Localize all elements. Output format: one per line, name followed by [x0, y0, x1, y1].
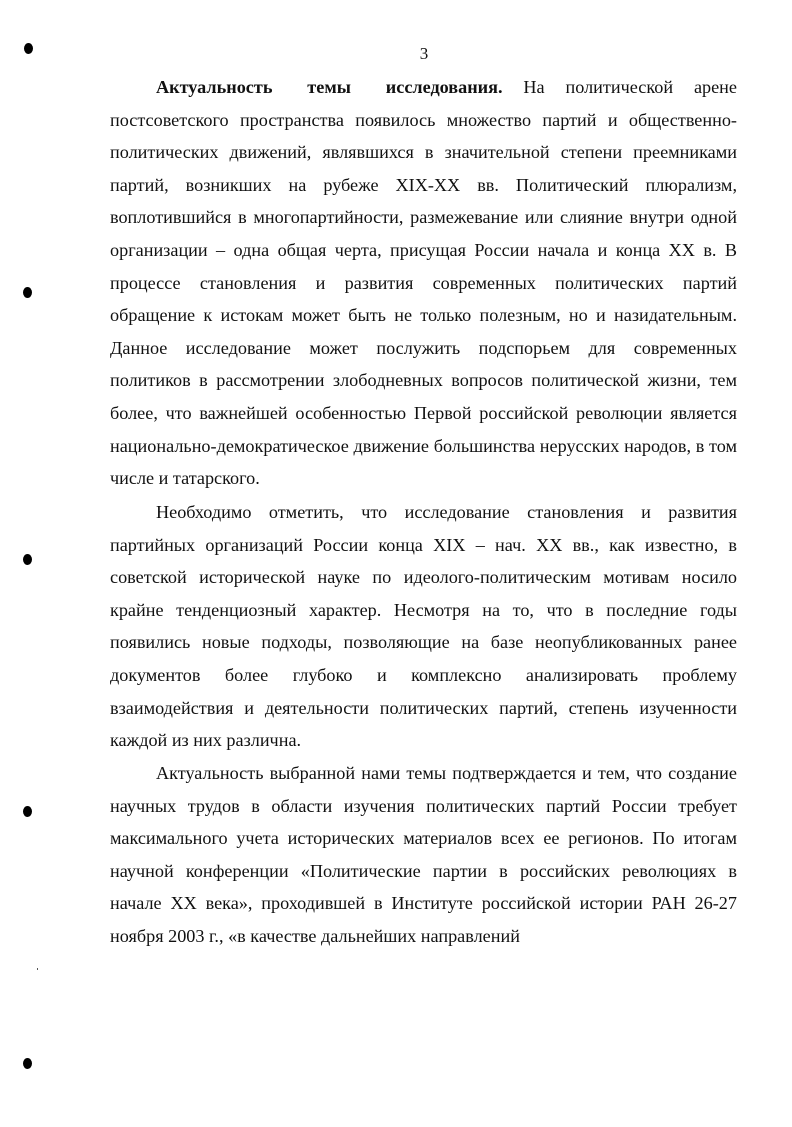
paragraph-relevance — [110, 71, 737, 495]
binding-hole-mark — [23, 554, 32, 565]
paragraph-historiography — [110, 496, 737, 757]
binding-hole-mark — [23, 287, 32, 298]
scan-speck — [37, 968, 38, 970]
paragraph-text: Необходимо отметить, что исследование становления и развития партийных организаций России конца XIX – нач. XX вв., как известно, в советской исторической науке по идеолого-политическим мотивам носило крайне тенденциозный характер. Несмотря на то, что в последние годы появились новые подходы, позволяющие на базе неопубликованных ранее документов более глубоко и комплексно анализировать проблему взаимодействия и деятельности политических партий, степень изученности каждой из них различна. — [110, 502, 737, 751]
paragraph-text: На политической арене постсоветского пространства появилось множество партий и общественно-политических движений, являвшихся в значительной степени преемниками партий, возникших на рубеже XIX-XX вв. Политический плюрализм, воплотившийся в многопартийности, размежевание или слияние внутри одной организации – одна общая черта, присущая России начала и конца XX в. В процессе становления и развития современных политических партий обращение к истокам может быть не только полезным, но и назидательным. Данное исследование может послужить подспорьем для современных политиков в рассмотрении злободневных вопросов политической жизни, тем более, что важнейшей особенностью Первой российской революции является национально-демократическое движение большинства нерусских народов, в том числе и татарского. — [110, 77, 737, 489]
paragraph-text: Актуальность выбранной нами темы подтверждается и тем, что создание научных трудов в области изучения политических партий России требует максимального учета исторических материалов всех ее регионов. По итогам научной конференции «Политические партии в российских революциях в начале XX века», проходившей в Институте российской истории РАН 26-27 ноября 2003 г., «в качестве дальнейших направлений — [110, 763, 737, 946]
section-heading: Актуальность темы исследования. — [156, 77, 503, 97]
page-number: 3 — [419, 44, 429, 63]
binding-hole-mark — [23, 1058, 32, 1069]
paragraph-topic-relevance — [110, 757, 737, 953]
binding-hole-mark — [23, 806, 32, 817]
